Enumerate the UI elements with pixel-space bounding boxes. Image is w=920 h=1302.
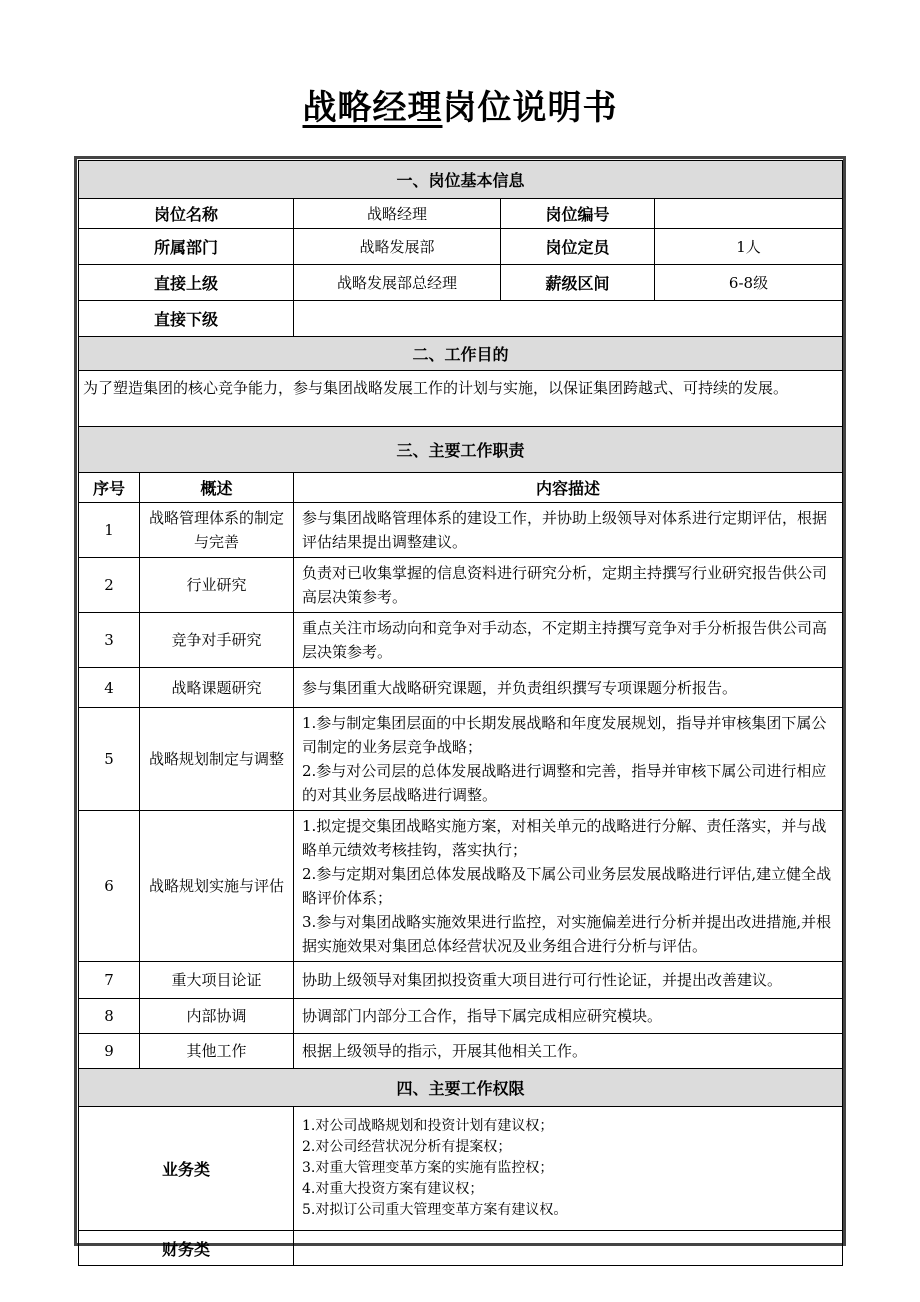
- duty-summary: 内部协调: [140, 999, 294, 1034]
- department-value: 战略发展部: [294, 229, 501, 265]
- duty-content: 1.拟定提交集团战略实施方案，对相关单元的战略进行分解、责任落实，并与战略单元绩效考核挂钩，落实执行； 2.参与定期对集团总体发展战略及下属公司业务层发展战略进行评估,建立健全战略评价体系； 3.参与对集团战略实施效果进行监控，对实施偏差进行分析并提出改进措施,并根据实施效果对集团总体经营状况及业务组合进行分析与评估。: [294, 811, 843, 962]
- duty-no: 3: [79, 613, 140, 668]
- department-label: 所属部门: [79, 229, 294, 265]
- position-code-value: [655, 199, 843, 229]
- duty-summary: 行业研究: [140, 558, 294, 613]
- duty-content: 参与集团重大战略研究课题，并负责组织撰写专项课题分析报告。: [294, 668, 843, 708]
- duty-summary: 其他工作: [140, 1034, 294, 1069]
- subordinate-value: [294, 301, 843, 337]
- business-authority-item: 4.对重大投资方案有建议权；: [302, 1181, 484, 1197]
- section-basic-info: 一、岗位基本信息: [79, 161, 843, 199]
- duty-content: 重点关注市场动向和竞争对手动态，不定期主持撰写竞争对手分析报告供公司高层决策参考。: [294, 613, 843, 668]
- headcount-value: 1人: [655, 229, 843, 265]
- business-authority-item: 1.对公司战略规划和投资计划有建议权；: [302, 1118, 554, 1134]
- duty-content: 根据上级领导的指示，开展其他相关工作。: [294, 1034, 843, 1069]
- duty-row: [79, 811, 843, 962]
- business-authority-item: 3.对重大管理变革方案的实施有监控权；: [302, 1160, 554, 1176]
- duties-header-summary: 概述: [140, 473, 294, 503]
- duty-content: 负责对已收集掌握的信息资料进行研究分析，定期主持撰写行业研究报告供公司高层决策参考。: [294, 558, 843, 613]
- duty-row: [79, 503, 843, 558]
- salary-grade-value: 6-8级: [655, 265, 843, 301]
- duty-summary: 战略管理体系的制定与完善: [140, 503, 294, 558]
- duty-row: [79, 613, 843, 668]
- salary-grade-label: 薪级区间: [501, 265, 655, 301]
- duty-row: [79, 962, 843, 999]
- duty-content: 协调部门内部分工合作，指导下属完成相应研究模块。: [294, 999, 843, 1034]
- business-authority-list: [294, 1107, 843, 1231]
- duty-row: [79, 1034, 843, 1069]
- duty-no: 7: [79, 962, 140, 999]
- headcount-label: 岗位定员: [501, 229, 655, 265]
- duty-row: [79, 668, 843, 708]
- business-authority-item: 2.对公司经营状况分析有提案权；: [302, 1139, 512, 1155]
- position-code-label: 岗位编号: [501, 199, 655, 229]
- duty-summary: 竞争对手研究: [140, 613, 294, 668]
- duty-content: 参与集团战略管理体系的建设工作，并协助上级领导对体系进行定期评估，根据评估结果提出调整建议。: [294, 503, 843, 558]
- title-underlined: 战略经理: [302, 88, 443, 128]
- title-rest: 岗位说明书: [442, 88, 618, 128]
- purpose-text: 为了塑造集团的核心竞争能力，参与集团战略发展工作的计划与实施，以保证集团跨越式、可持续的发展。: [79, 371, 843, 427]
- superior-value: 战略发展部总经理: [294, 265, 501, 301]
- duty-no: 4: [79, 668, 140, 708]
- subordinate-label: 直接下级: [79, 301, 294, 337]
- duty-no: 8: [79, 999, 140, 1034]
- business-authority-item: 5.对拟订公司重大管理变革方案有建议权。: [302, 1202, 568, 1218]
- finance-authority-value: [294, 1231, 843, 1266]
- duty-no: 9: [79, 1034, 140, 1069]
- business-authority-label: 业务类: [79, 1107, 294, 1231]
- duty-summary: 战略课题研究: [140, 668, 294, 708]
- superior-label: 直接上级: [79, 265, 294, 301]
- position-name-label: 岗位名称: [79, 199, 294, 229]
- section-authority: 四、主要工作权限: [79, 1069, 843, 1107]
- duty-no: 1: [79, 503, 140, 558]
- duty-summary: 重大项目论证: [140, 962, 294, 999]
- duty-row: [79, 999, 843, 1034]
- duty-no: 2: [79, 558, 140, 613]
- duties-body: [79, 503, 843, 1069]
- job-description-table: [78, 160, 843, 1266]
- duties-header-content: 内容描述: [294, 473, 843, 503]
- duty-no: 6: [79, 811, 140, 962]
- duty-row: [79, 558, 843, 613]
- duty-row: [79, 708, 843, 811]
- page-title: [0, 80, 920, 129]
- duty-summary: 战略规划实施与评估: [140, 811, 294, 962]
- duties-header-no: 序号: [79, 473, 140, 503]
- section-duties: 三、主要工作职责: [79, 427, 843, 473]
- position-name-value: 战略经理: [294, 199, 501, 229]
- duty-no: 5: [79, 708, 140, 811]
- duty-summary: 战略规划制定与调整: [140, 708, 294, 811]
- duty-content: 1.参与制定集团层面的中长期发展战略和年度发展规划，指导并审核集团下属公司制定的业务层竞争战略； 2.参与对公司层的总体发展战略进行调整和完善，指导并审核下属公司进行相应的对其业务层战略进行调整。: [294, 708, 843, 811]
- finance-authority-label: 财务类: [79, 1231, 294, 1266]
- duty-content: 协助上级领导对集团拟投资重大项目进行可行性论证，并提出改善建议。: [294, 962, 843, 999]
- section-purpose: 二、工作目的: [79, 337, 843, 371]
